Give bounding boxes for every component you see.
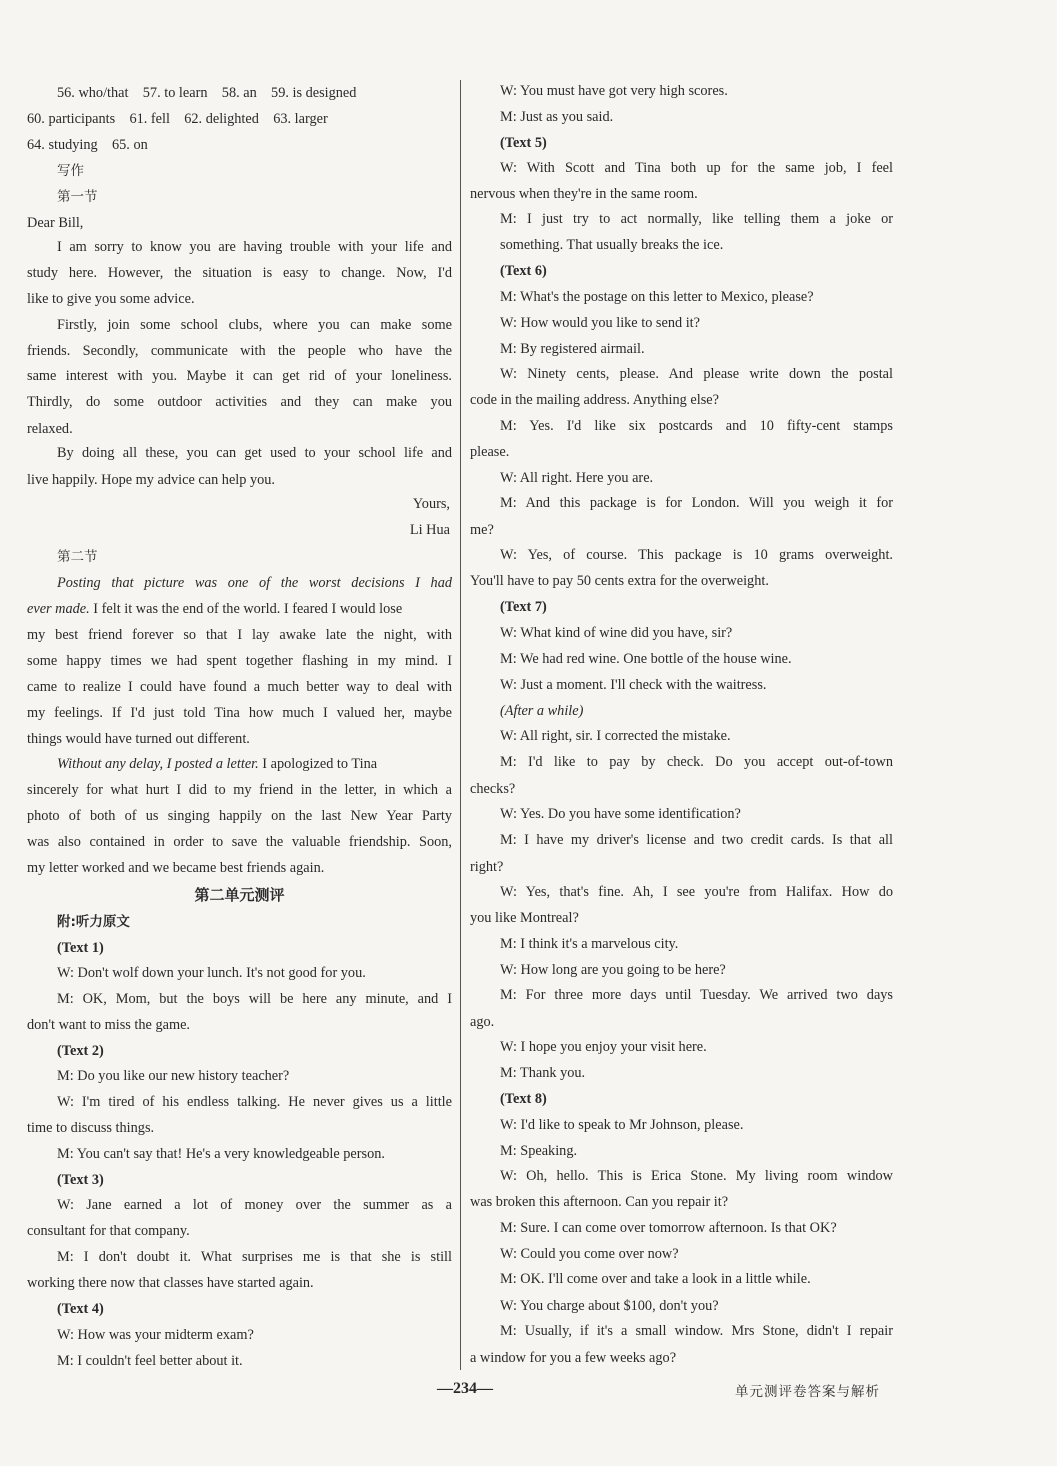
story-line: my letter worked and we became best friends again.: [27, 860, 325, 876]
dialogue-line: time to discuss things.: [27, 1120, 155, 1136]
story-line: photo of both of us singing happily on the last New Year Party: [27, 808, 452, 824]
story-fragment: ever made.: [27, 601, 90, 617]
dialogue-line: M: Sure. I can come over tomorrow afternoon. Is that OK?: [500, 1220, 837, 1236]
answer: 60. participants: [27, 111, 116, 127]
letter-line: Thirdly, do some outdoor activities and they can make you: [27, 394, 452, 410]
dialogue-line: W: What kind of wine did you have, sir?: [500, 625, 733, 641]
dialogue-line: M: What's the postage on this letter to Mexico, please?: [500, 289, 814, 305]
dialogue-line: M: Yes. I'd like six postcards and 10 fifty-cent stamps: [500, 418, 893, 434]
footer-title: 单元测评卷答案与解析: [735, 1384, 880, 1400]
dialogue-line: W: Yes, of course. This package is 10 grams overweight.: [500, 547, 893, 563]
section-2-heading: 第二节: [57, 549, 98, 565]
dialogue-line: You'll have to pay 50 cents extra for the overweight.: [470, 573, 769, 589]
dialogue-line: M: Just as you said.: [500, 109, 614, 125]
dialogue-line: W: Yes. Do you have some identification?: [500, 806, 741, 822]
text-label: (Text 3): [57, 1172, 104, 1188]
story-fragment: I felt it was the end of the world. I feared I would lose: [89, 601, 403, 617]
answers-line-1: [57, 84, 452, 102]
letter-line: same interest with you. Maybe it can get rid of your loneliness.: [27, 368, 452, 384]
text-label: (Text 8): [500, 1091, 547, 1107]
story-line: Posting that picture was one of the worst decisions I had: [57, 575, 452, 591]
dialogue-line: ago.: [470, 1014, 495, 1030]
dialogue-line: W: I hope you enjoy your visit here.: [500, 1039, 707, 1055]
answers-line-2: [27, 110, 452, 128]
dialogue-line: W: How long are you going to be here?: [500, 962, 726, 978]
dialogue-line: W: Yes, that's fine. Ah, I see you're from Halifax. How do: [500, 884, 893, 900]
dialogue-line: right?: [470, 859, 504, 875]
story-line: was also contained in order to save the valuable friendship. Soon,: [27, 834, 452, 850]
dialogue-line: W: All right. Here you are.: [500, 470, 654, 486]
writing-heading: 写作: [57, 163, 84, 179]
unit-title: 第二单元测评: [194, 886, 285, 904]
dialogue-line: W: Could you come over now?: [500, 1246, 679, 1262]
dialogue-line: W: Jane earned a lot of money over the summer as a: [57, 1197, 452, 1213]
dialogue-line: something. That usually breaks the ice.: [500, 237, 724, 253]
dialogue-line: please.: [470, 444, 510, 460]
letter-line: study here. However, the situation is easy to change. Now, I'd: [27, 265, 452, 281]
dialogue-line: M: Speaking.: [500, 1143, 578, 1159]
answer: 58. an: [221, 85, 257, 101]
text-label: (Text 5): [500, 135, 547, 151]
letter-line: relaxed.: [27, 421, 73, 437]
answers-line-3: [27, 136, 452, 154]
dialogue-line: don't want to miss the game.: [27, 1017, 190, 1033]
answer: 64. studying: [27, 137, 98, 153]
dialogue-line: nervous when they're in the same room.: [470, 186, 698, 202]
story-line: [27, 600, 452, 618]
dialogue-line: M: I don't doubt it. What surprises me is that she is still: [57, 1249, 452, 1265]
text-label: (Text 4): [57, 1301, 104, 1317]
story-line: my feelings. If I'd just told Tina how much I valued her, maybe: [27, 705, 452, 721]
dialogue-line: M: I couldn't feel better about it.: [57, 1353, 243, 1369]
dialogue-line: a window for you a few weeks ago?: [470, 1350, 677, 1366]
story-line: some happy times we had spent together flashing in my mind. I: [27, 653, 452, 669]
dialogue-line: M: Usually, if it's a small window. Mrs Stone, didn't I repair: [500, 1323, 893, 1339]
dialogue-line: M: Do you like our new history teacher?: [57, 1068, 290, 1084]
letter-line: By doing all these, you can get used to your school life and: [57, 445, 452, 461]
column-divider: [460, 80, 461, 1370]
dialogue-line: M: I have my driver's license and two credit cards. Is that all: [500, 832, 893, 848]
letter-signature: Li Hua: [409, 522, 450, 538]
dialogue-line: W: All right, sir. I corrected the mistake.: [500, 728, 731, 744]
story-line: my best friend forever so that I lay awake late the night, with: [27, 627, 452, 643]
answer: 61. fell: [129, 111, 170, 127]
answer: 63. larger: [273, 111, 328, 127]
story-line: [57, 755, 452, 773]
letter-line: friends. Secondly, communicate with the people who have the: [27, 343, 452, 359]
dialogue-line: W: Ninety cents, please. And please write down the postal: [500, 366, 893, 382]
text-label: (Text 2): [57, 1043, 104, 1059]
letter-closing: Yours,: [412, 496, 450, 512]
text-label: (Text 7): [500, 599, 547, 615]
text-label: (Text 1): [57, 940, 104, 956]
dialogue-line: M: Thank you.: [500, 1065, 586, 1081]
letter-line: Firstly, join some school clubs, where you can make some: [57, 317, 452, 333]
dialogue-line: M: By registered airmail.: [500, 341, 645, 357]
dialogue-line: W: I'm tired of his endless talking. He never gives us a little: [57, 1094, 452, 1110]
dialogue-line: W: With Scott and Tina both up for the same job, I feel: [500, 160, 893, 176]
story-line: things would have turned out different.: [27, 731, 250, 747]
dialogue-line: M: And this package is for London. Will you weigh it for: [500, 495, 893, 511]
stage-direction: (After a while): [500, 703, 584, 719]
dialogue-line: M: You can't say that! He's a very knowledgeable person.: [57, 1146, 385, 1162]
dialogue-line: me?: [470, 522, 494, 538]
answer: 62. delighted: [184, 111, 259, 127]
dialogue-line: consultant for that company.: [27, 1223, 190, 1239]
answer: 57. to learn: [142, 85, 208, 101]
page-number: —234—: [437, 1380, 493, 1397]
dialogue-line: W: How was your midterm exam?: [57, 1327, 254, 1343]
letter-line: I am sorry to know you are having trouble with your life and: [57, 239, 452, 255]
dialogue-line: W: How would you like to send it?: [500, 315, 700, 331]
dialogue-line: W: You must have got very high scores.: [500, 83, 728, 99]
dialogue-line: M: OK, Mom, but the boys will be here any minute, and I: [57, 991, 452, 1007]
dialogue-line: M: OK. I'll come over and take a look in a little while.: [500, 1271, 811, 1287]
dialogue-line: code in the mailing address. Anything else?: [470, 392, 719, 408]
dialogue-line: checks?: [470, 781, 516, 797]
dialogue-line: was broken this afternoon. Can you repair it?: [470, 1194, 729, 1210]
dialogue-line: M: We had red wine. One bottle of the house wine.: [500, 651, 792, 667]
dialogue-line: W: Just a moment. I'll check with the waitress.: [500, 677, 767, 693]
dialogue-line: W: I'd like to speak to Mr Johnson, please.: [500, 1117, 744, 1133]
dialogue-line: M: I'd like to pay by check. Do you accept out-of-town: [500, 754, 893, 770]
dialogue-line: M: For three more days until Tuesday. We arrived two days: [500, 987, 893, 1003]
dialogue-line: M: I just try to act normally, like telling them a joke or: [500, 211, 893, 227]
story-fragment: I apologized to Tina: [258, 756, 378, 772]
answer: 59. is designed: [271, 85, 357, 101]
dialogue-line: you like Montreal?: [470, 910, 579, 926]
story-line: came to realize I could have found a much better way to deal with: [27, 679, 452, 695]
appendix-heading: 附:听力原文: [57, 914, 130, 930]
dialogue-line: M: I think it's a marvelous city.: [500, 936, 679, 952]
answer: 65. on: [112, 137, 148, 153]
letter-line: like to give you some advice.: [27, 291, 195, 307]
section-1-heading: 第一节: [57, 189, 98, 205]
story-line: sincerely for what hurt I did to my friend in the letter, in which a: [27, 782, 452, 798]
story-fragment: Without any delay, I posted a letter.: [57, 756, 259, 772]
dialogue-line: W: Don't wolf down your lunch. It's not good for you.: [57, 965, 366, 981]
dialogue-line: W: Oh, hello. This is Erica Stone. My living room window: [500, 1168, 893, 1184]
letter-line: live happily. Hope my advice can help you.: [27, 472, 276, 488]
letter-greeting: Dear Bill,: [27, 215, 84, 231]
answer: 56. who/that: [57, 85, 129, 101]
dialogue-line: W: You charge about $100, don't you?: [500, 1298, 719, 1314]
text-label: (Text 6): [500, 263, 547, 279]
dialogue-line: working there now that classes have started again.: [27, 1275, 314, 1291]
